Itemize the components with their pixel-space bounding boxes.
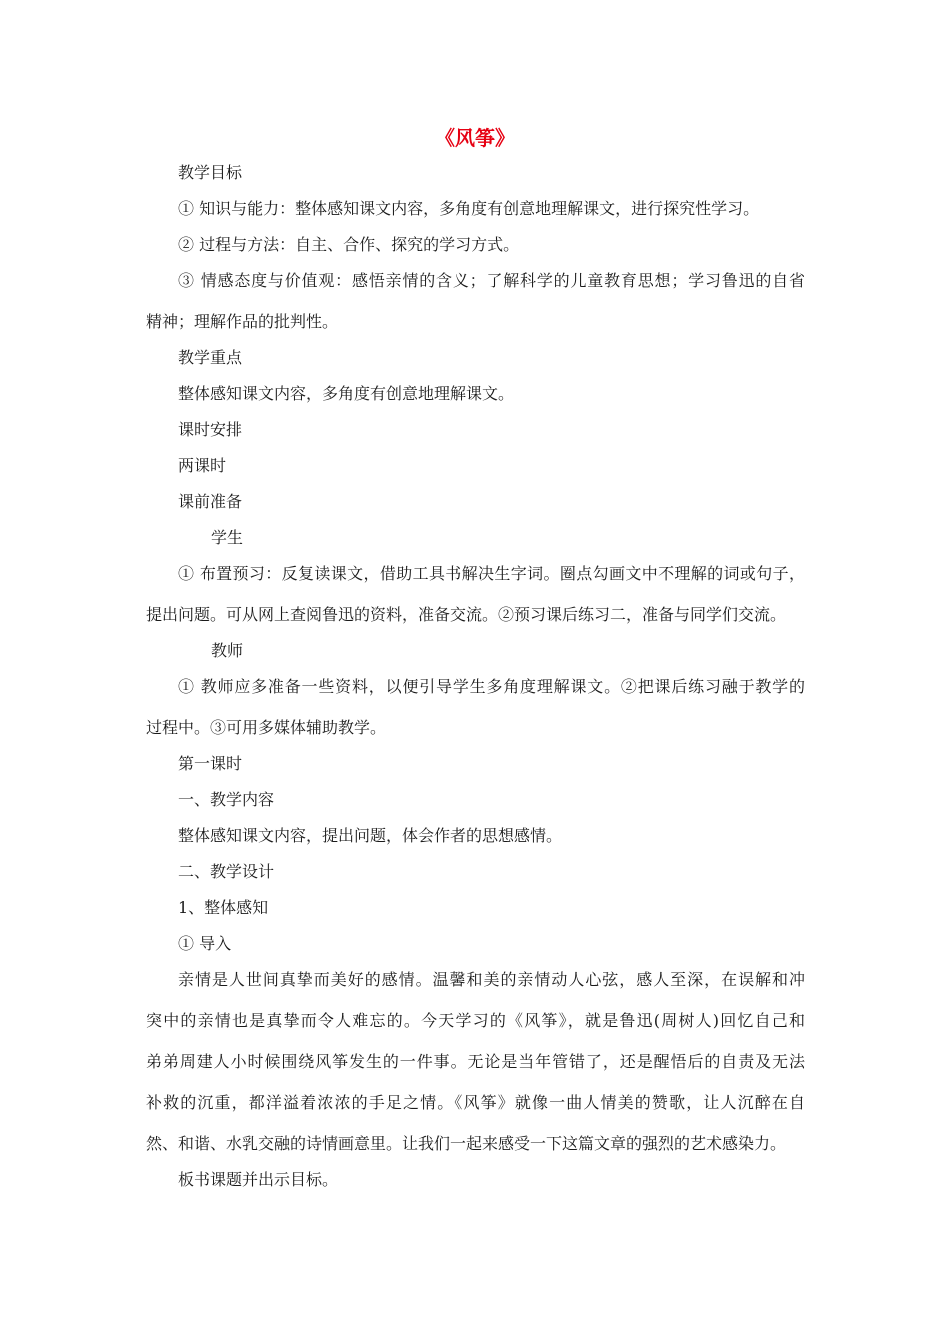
subheading-overall: 1、整体感知 bbox=[178, 898, 269, 917]
heading-schedule: 课时安排 bbox=[178, 420, 243, 439]
paragraph-line: 整体感知课文内容，多角度有创意地理解课文。 bbox=[178, 384, 515, 403]
heading-preparation: 课前准备 bbox=[178, 492, 243, 511]
paragraph-line: 亲情是人世间真挚而美好的感情。温馨和美的亲情动人心弦，感人至深，在误解和冲 bbox=[178, 970, 805, 989]
paragraph-line: 两课时 bbox=[178, 456, 227, 475]
subheading-students: 学生 bbox=[211, 528, 244, 547]
heading-teaching-focus: 教学重点 bbox=[178, 348, 243, 367]
paragraph-line: 突中的亲情也是真挚而令人难忘的。今天学习的《风筝》，就是鲁迅(周树人)回忆自己和 bbox=[146, 1011, 805, 1030]
paragraph-line: 弟弟周建人小时候围绕风筝发生的一件事。无论是当年管错了，还是醒悟后的自责及无法 bbox=[146, 1052, 805, 1071]
subheading-intro: ① 导入 bbox=[178, 934, 232, 953]
paragraph-line: 精神；理解作品的批判性。 bbox=[146, 312, 339, 331]
paragraph-line: ① 布置预习：反复读课文，借助工具书解决生字词。圈点勾画文中不理解的词或句子， bbox=[178, 564, 805, 583]
subheading-teacher: 教师 bbox=[211, 641, 244, 660]
paragraph-line: 然、和谐、水乳交融的诗情画意里。让我们一起来感受一下这篇文章的强烈的艺术感染力。 bbox=[146, 1134, 787, 1153]
paragraph-line: 过程中。③可用多媒体辅助教学。 bbox=[146, 718, 387, 737]
heading-teaching-goals: 教学目标 bbox=[178, 163, 243, 182]
paragraph-line: ③ 情感态度与价值观：感悟亲情的含义；了解科学的儿童教育思想；学习鲁迅的自省 bbox=[178, 271, 805, 290]
paragraph-line: 整体感知课文内容，提出问题，体会作者的思想感情。 bbox=[178, 826, 563, 845]
paragraph-line: ② 过程与方法：自主、合作、探究的学习方式。 bbox=[178, 235, 520, 254]
document-title: 《风筝》 bbox=[435, 126, 515, 150]
heading-first-lesson: 第一课时 bbox=[178, 754, 243, 773]
paragraph-line: ① 知识与能力：整体感知课文内容，多角度有创意地理解课文，进行探究性学习。 bbox=[178, 199, 760, 218]
paragraph-line: 提出问题。可从网上查阅鲁迅的资料，准备交流。②预习课后练习二，准备与同学们交流。 bbox=[146, 605, 787, 624]
paragraph-line: 补救的沉重，都洋溢着浓浓的手足之情。《风筝》就像一曲人情美的赞歌，让人沉醉在自 bbox=[146, 1093, 805, 1112]
heading-teaching-design: 二、教学设计 bbox=[178, 862, 275, 881]
paragraph-line: ① 教师应多准备一些资料，以便引导学生多角度理解课文。②把课后练习融于教学的 bbox=[178, 677, 805, 696]
heading-teaching-content: 一、教学内容 bbox=[178, 790, 275, 809]
paragraph-line: 板书课题并出示目标。 bbox=[178, 1170, 339, 1189]
